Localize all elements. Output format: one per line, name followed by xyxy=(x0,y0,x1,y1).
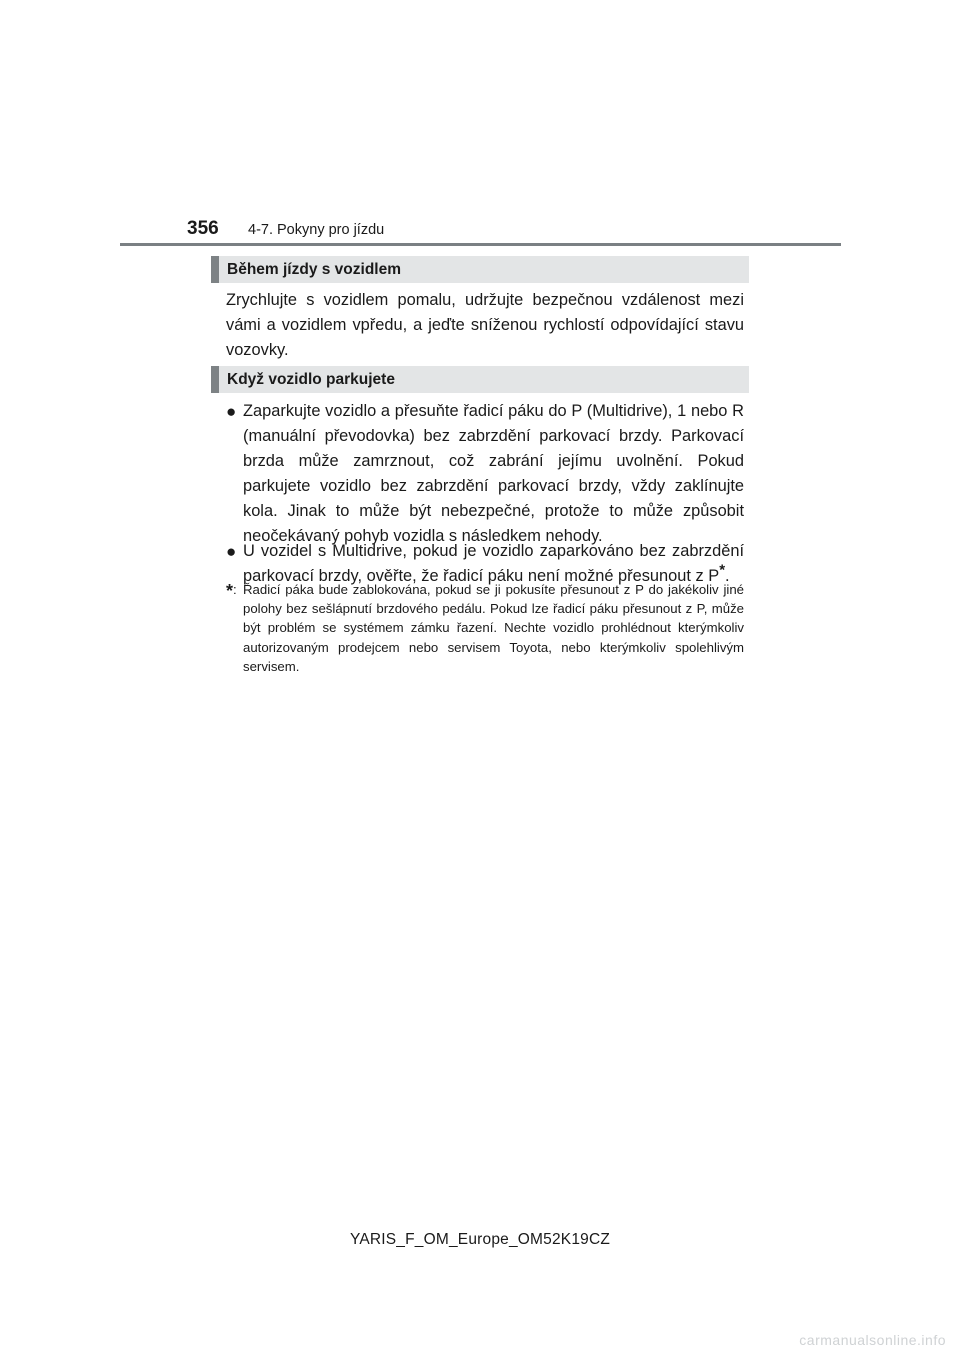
watermark: carmanualsonline.info xyxy=(799,1332,946,1348)
driving-paragraph: Zrychlujte s vozidlem pomalu, udržujte bezpečnou vzdálenost mezi vámi a vozidlem vpředu, a jeďte sníženou rychlostí odpovídající stavu vozovky. xyxy=(226,291,744,359)
footnote xyxy=(226,580,744,676)
footnote-star: * xyxy=(226,581,234,601)
bullet-icon: ● xyxy=(226,402,237,421)
bullet-text: Zaparkujte vozidlo a přesuňte řadicí páku do P (Multidrive), 1 nebo R (manuální převodovka) bez zabrzdění parkovací brzdy. Parkovací brzda může zamrznout, což zabrání jejímu uvolnění. Pokud parkujete vozidlo bez zabrzdění parkovací brzdy, vždy zaklínujte kola. Jinak to může být nebezpečné, protože to může způsobit neočekávaný pohyb vozidla s následkem nehody. xyxy=(243,402,744,545)
document-code: YARIS_F_OM_Europe_OM52K19CZ xyxy=(349,1231,611,1248)
page-number: 356 xyxy=(187,218,219,239)
section-reference: 4-7. Pokyny pro jízdu xyxy=(248,222,385,238)
footnote-reference-star: * xyxy=(719,561,726,579)
footnote-colon: : xyxy=(233,582,237,597)
section-heading-parking: Když vozidlo parkujete xyxy=(211,366,749,393)
bullet-text: U vozidel s Multidrive, pokud je vozidlo zaparkováno bez zabrzdění parkovací brzdy, ověřte, že řadicí páku není možné přesunout z P xyxy=(243,542,744,585)
section-heading-driving: Během jízdy s vozidlem xyxy=(211,256,749,283)
footnote-marker-container xyxy=(226,580,237,601)
header-rule xyxy=(120,243,841,246)
footnote-text: Řadicí páka bude zablokována, pokud se ji pokusíte přesunout z P do jakékoliv jiné polohy bez sešlápnutí brzdového pedálu. Pokud lze řadicí páku přesunout z P, může být problém se systémem zámku řazení. Nechte vozidlo prohlédnout kterýmkoliv autorizovaným prodejcem nebo servisem Toyota, nebo kterýmkoliv spolehlivým servisem. xyxy=(243,582,744,674)
bullet-icon: ● xyxy=(226,542,237,561)
list-item xyxy=(226,399,744,549)
bullet-text-end: . xyxy=(725,567,730,585)
